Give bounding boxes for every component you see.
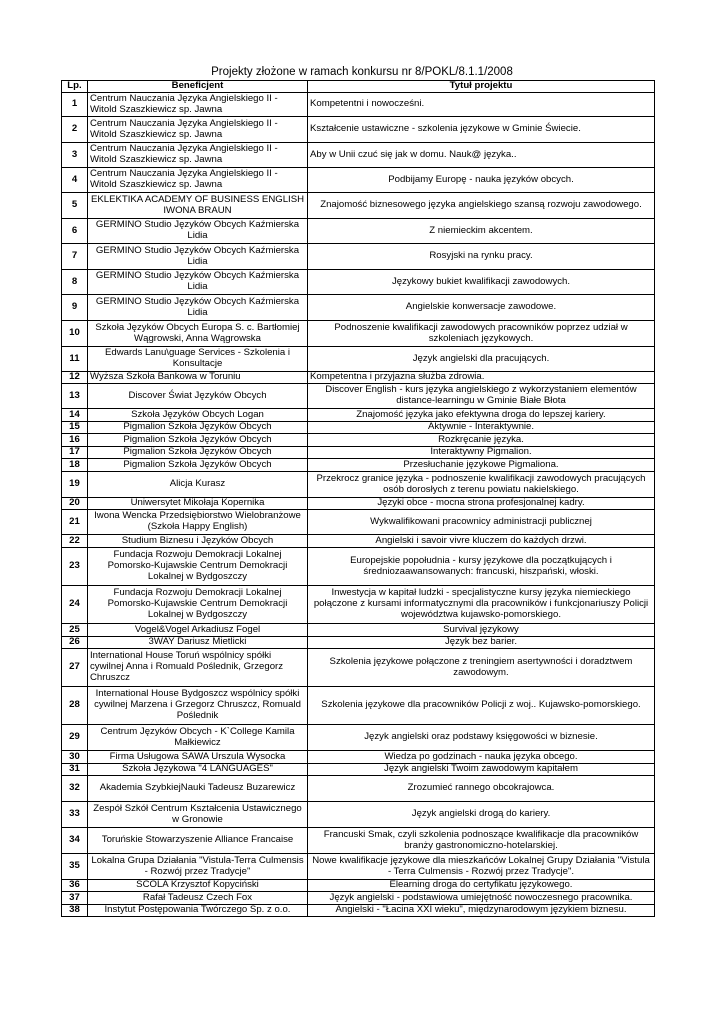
row-beneficjent: International House Bydgoszcz wspólnicy spółki cywilnej Marzena i Grzegorz Chruszcz, Romuald Poślednik (88, 687, 308, 725)
row-lp: 7 (62, 244, 88, 270)
row-beneficjent: Centrum Nauczania Języka Angielskiego II - Witold Szaszkiewicz sp. Jawna (88, 117, 308, 143)
row-beneficjent: Rafał Tadeusz Czech Fox (88, 892, 308, 905)
row-beneficjent: Akademia SzybkiejNauki Tadeusz Buzarewicz (88, 776, 308, 802)
row-lp: 28 (62, 687, 88, 725)
table-row (62, 244, 655, 270)
row-lp: 18 (62, 459, 88, 472)
row-lp: 33 (62, 802, 88, 828)
row-tytul: Znajomość biznesowego języka angielskiego szansą rozwoju zawodowego. (308, 193, 655, 219)
table-row (62, 498, 655, 510)
table-row (62, 510, 655, 535)
table-row (62, 905, 655, 917)
table-row (62, 854, 655, 880)
row-tytul: Interaktywny Pigmalion. (308, 447, 655, 459)
row-tytul: Język angielski oraz podstawy księgowości w biznesie. (308, 725, 655, 751)
row-tytul: Język angielski dla pracujących. (308, 347, 655, 372)
table-row (62, 193, 655, 219)
row-lp: 38 (62, 905, 88, 917)
row-tytul: Rozkręcanie języka. (308, 434, 655, 447)
row-lp: 19 (62, 472, 88, 498)
row-lp: 6 (62, 219, 88, 244)
row-beneficjent: Pigmalion Szkoła Języków Obcych (88, 422, 308, 434)
row-tytul: Aby w Unii czuć się jak w domu. Nauk@ języka.. (308, 143, 655, 168)
row-lp: 24 (62, 586, 88, 624)
row-tytul: Wiedza po godzinach - nauka języka obcego. (308, 751, 655, 764)
projects-table (61, 80, 655, 917)
row-lp: 23 (62, 548, 88, 586)
table-header-row (62, 81, 655, 93)
row-beneficjent: Pigmalion Szkoła Języków Obcych (88, 447, 308, 459)
row-lp: 36 (62, 880, 88, 892)
row-tytul: Europejskie popołudnia - kursy językowe dla początkujących i średniozaawansowanych: francuski, hiszpański, włoski. (308, 548, 655, 586)
row-beneficjent: Studium Biznesu i Języków Obcych (88, 535, 308, 548)
row-tytul: Wykwalifikowani pracownicy administracji publicznej (308, 510, 655, 535)
table-row (62, 372, 655, 384)
row-tytul: Szkolenia językowe połączone z treningiem asertywności i doradztwem zawodowym. (308, 649, 655, 687)
table-row (62, 764, 655, 776)
table-row (62, 892, 655, 905)
row-lp: 3 (62, 143, 88, 168)
row-beneficjent: Zespół Szkół Centrum Kształcenia Ustawicznego w Gronowie (88, 802, 308, 828)
row-tytul: Język angielski - podstawiowa umiejętność nowoczesnego pracownika. (308, 892, 655, 905)
row-tytul: Szkolenia językowe dla pracowników Policji z woj.. Kujawsko-pomorskiego. (308, 687, 655, 725)
row-beneficjent: Centrum Nauczania Języka Angielskiego II - Witold Szaszkiewicz sp. Jawna (88, 93, 308, 117)
row-tytul: Przekrocz granice języka - podnoszenie kwalifikacji zawodowych pracujących osób dorosłych z terenu powiatu nakielskiego. (308, 472, 655, 498)
row-lp: 11 (62, 347, 88, 372)
row-beneficjent: Centrum Języków Obcych - K`College Kamila Małkiewicz (88, 725, 308, 751)
row-lp: 15 (62, 422, 88, 434)
row-lp: 17 (62, 447, 88, 459)
table-row (62, 828, 655, 854)
row-beneficjent: International House Toruń wspólnicy spółki cywilnej Anna i Romuald Poślednik, Grzegorz Chruszcz (88, 649, 308, 687)
row-tytul: Przesłuchanie językowe Pigmaliona. (308, 459, 655, 472)
row-lp: 16 (62, 434, 88, 447)
row-lp: 34 (62, 828, 88, 854)
row-beneficjent: Szkoła Języków Obcych Europa S. c. Bartłomiej Wągrowski, Anna Wągrowska (88, 321, 308, 347)
header-tytul: Tytuł projektu (308, 81, 655, 93)
row-beneficjent: GERMINO Studio Języków Obcych Kaźmierska Lidia (88, 295, 308, 321)
row-beneficjent: Firma Usługowa SAWA Urszula Wysocka (88, 751, 308, 764)
table-row (62, 751, 655, 764)
row-beneficjent: Centrum Nauczania Języka Angielskiego II - Witold Szaszkiewicz sp. Jawna (88, 168, 308, 193)
row-lp: 13 (62, 384, 88, 409)
table-row (62, 776, 655, 802)
row-beneficjent: Discover Świat Języków Obcych (88, 384, 308, 409)
table-row (62, 270, 655, 295)
row-beneficjent: Vogel&Vogel Arkadiusz Fogel (88, 624, 308, 637)
row-tytul: Językowy bukiet kwalifikacji zawodowych. (308, 270, 655, 295)
row-lp: 20 (62, 498, 88, 510)
row-tytul: Kompetentni i nowocześni. (308, 93, 655, 117)
table-row (62, 422, 655, 434)
row-lp: 35 (62, 854, 88, 880)
row-lp: 29 (62, 725, 88, 751)
table-row (62, 384, 655, 409)
table-row (62, 725, 655, 751)
table-row (62, 624, 655, 637)
row-beneficjent: 3WAY Dariusz Mietlicki (88, 637, 308, 649)
row-tytul: Zrozumieć rannego obcokrajowca. (308, 776, 655, 802)
row-lp: 30 (62, 751, 88, 764)
row-tytul: Francuski Smak, czyli szkolenia podnoszące kwalifikacje dla pracowników branży gastronomiczno-hotelarskiej. (308, 828, 655, 854)
row-beneficjent: Pigmalion Szkoła Języków Obcych (88, 459, 308, 472)
row-lp: 31 (62, 764, 88, 776)
table-row (62, 802, 655, 828)
row-tytul: Znajomość języka jako efektywna droga do lepszej kariery. (308, 409, 655, 422)
row-lp: 21 (62, 510, 88, 535)
row-lp: 9 (62, 295, 88, 321)
row-beneficjent: Uniwersytet Mikołaja Kopernika (88, 498, 308, 510)
table-row (62, 472, 655, 498)
table-row (62, 168, 655, 193)
table-row (62, 880, 655, 892)
header-beneficjent: Beneficjent (88, 81, 308, 93)
table-row (62, 687, 655, 725)
table-row (62, 219, 655, 244)
row-beneficjent: GERMINO Studio Języków Obcych Kaźmierska Lidia (88, 270, 308, 295)
table-row (62, 295, 655, 321)
row-beneficjent: Edwards Lanu\guage Services - Szkolenia i Konsultacje (88, 347, 308, 372)
row-lp: 14 (62, 409, 88, 422)
row-lp: 2 (62, 117, 88, 143)
row-beneficjent: Fundacja Rozwoju Demokracji Lokalnej Pomorsko-Kujawskie Centrum Demokracji Lokalnej w Bydgoszczy (88, 586, 308, 624)
table-row (62, 93, 655, 117)
row-beneficjent: EKLEKTIKA ACADEMY OF BUSINESS ENGLISH IWONA BRAUN (88, 193, 308, 219)
row-beneficjent: Wyższa Szkoła Bankowa w Toruniu (88, 372, 308, 384)
table-row (62, 409, 655, 422)
row-beneficjent: Fundacja Rozwoju Demokracji Lokalnej Pomorsko-Kujawskie Centrum Demokracji Lokalnej w Bydgoszczy (88, 548, 308, 586)
row-beneficjent: Toruńskie Stowarzyszenie Alliance Francaise (88, 828, 308, 854)
table-row (62, 459, 655, 472)
row-tytul: Angielski i savoir vivre kluczem do każdych drzwi. (308, 535, 655, 548)
table-row (62, 548, 655, 586)
row-lp: 37 (62, 892, 88, 905)
row-lp: 12 (62, 372, 88, 384)
row-tytul: Język angielski drogą do kariery. (308, 802, 655, 828)
row-beneficjent: Szkoła Językowa "4 LANGUAGES" (88, 764, 308, 776)
table-row (62, 447, 655, 459)
table-row (62, 637, 655, 649)
table-row (62, 347, 655, 372)
table-row (62, 535, 655, 548)
row-tytul: Survival językowy (308, 624, 655, 637)
row-beneficjent: Lokalna Grupa Działania "Vistula-Terra Culmensis - Rozwój przez Tradycje" (88, 854, 308, 880)
row-lp: 25 (62, 624, 88, 637)
row-tytul: Podbijamy Europę - nauka języków obcych. (308, 168, 655, 193)
row-tytul: Aktywnie - Interaktywnie. (308, 422, 655, 434)
row-tytul: Kształcenie ustawiczne - szkolenia językowe w Gminie Świecie. (308, 117, 655, 143)
table-row (62, 586, 655, 624)
row-beneficjent: Szkoła Języków Obcych Logan (88, 409, 308, 422)
row-tytul: Język bez barier. (308, 637, 655, 649)
row-tytul: Discover English - kurs języka angielskiego z wykorzystaniem elementów distance-learningu w Gminie Białe Błota (308, 384, 655, 409)
table-row (62, 434, 655, 447)
table-body (62, 93, 655, 917)
row-beneficjent: GERMINO Studio Języków Obcych Kaźmierska Lidia (88, 244, 308, 270)
row-lp: 10 (62, 321, 88, 347)
row-lp: 5 (62, 193, 88, 219)
row-beneficjent: Centrum Nauczania Języka Angielskiego II - Witold Szaszkiewicz sp. Jawna (88, 143, 308, 168)
table-row (62, 649, 655, 687)
header-lp: Lp. (62, 81, 88, 93)
row-tytul: Z niemieckim akcentem. (308, 219, 655, 244)
row-tytul: Języki obce - mocna strona profesjonalnej kadry. (308, 498, 655, 510)
row-tytul: Rosyjski na rynku pracy. (308, 244, 655, 270)
table-row (62, 117, 655, 143)
row-tytul: Kompetentna i przyjazna służba zdrowia. (308, 372, 655, 384)
row-lp: 8 (62, 270, 88, 295)
table-row (62, 321, 655, 347)
row-lp: 32 (62, 776, 88, 802)
row-lp: 22 (62, 535, 88, 548)
row-tytul: Elearning droga do certyfikatu językowego. (308, 880, 655, 892)
page-title: Projekty złożone w ramach konkursu nr 8/POKL/8.1.1/2008 (211, 66, 513, 78)
row-lp: 27 (62, 649, 88, 687)
row-tytul: Nowe kwalifikacje językowe dla mieszkańców Lokalnej Grupy Działania "Vistula - Terra Culmensis - Rozwój przez Tradycje". (308, 854, 655, 880)
row-beneficjent: Alicja Kurasz (88, 472, 308, 498)
row-tytul: Podnoszenie kwalifikacji zawodowych pracowników poprzez udział w szkoleniach językowych. (308, 321, 655, 347)
row-beneficjent: Pigmalion Szkoła Języków Obcych (88, 434, 308, 447)
row-tytul: Angielskie konwersacje zawodowe. (308, 295, 655, 321)
row-beneficjent: GERMINO Studio Języków Obcych Kaźmierska Lidia (88, 219, 308, 244)
row-lp: 1 (62, 93, 88, 117)
row-lp: 26 (62, 637, 88, 649)
table-row (62, 143, 655, 168)
row-beneficjent: Iwona Wencka Przedsiębiorstwo Wielobranżowe (Szkoła Happy English) (88, 510, 308, 535)
row-tytul: Język angielski Twoim zawodowym kapitałem (308, 764, 655, 776)
row-lp: 4 (62, 168, 88, 193)
row-tytul: Inwestycja w kapitał ludzki - specjalistyczne kursy języka niemieckiego połączone z kursami informatycznymi dla pracowników i funkcjonariuszy Policji województwa kujawsko-pomorskiego. (308, 586, 655, 624)
row-beneficjent: Instytut Postępowania Twórczego Sp. z o.o. (88, 905, 308, 917)
row-beneficjent: SCOLA Krzysztof Kopyciński (88, 880, 308, 892)
row-tytul: Angielski - "Łacina XXI wieku", międzynarodowym językiem biznesu. (308, 905, 655, 917)
